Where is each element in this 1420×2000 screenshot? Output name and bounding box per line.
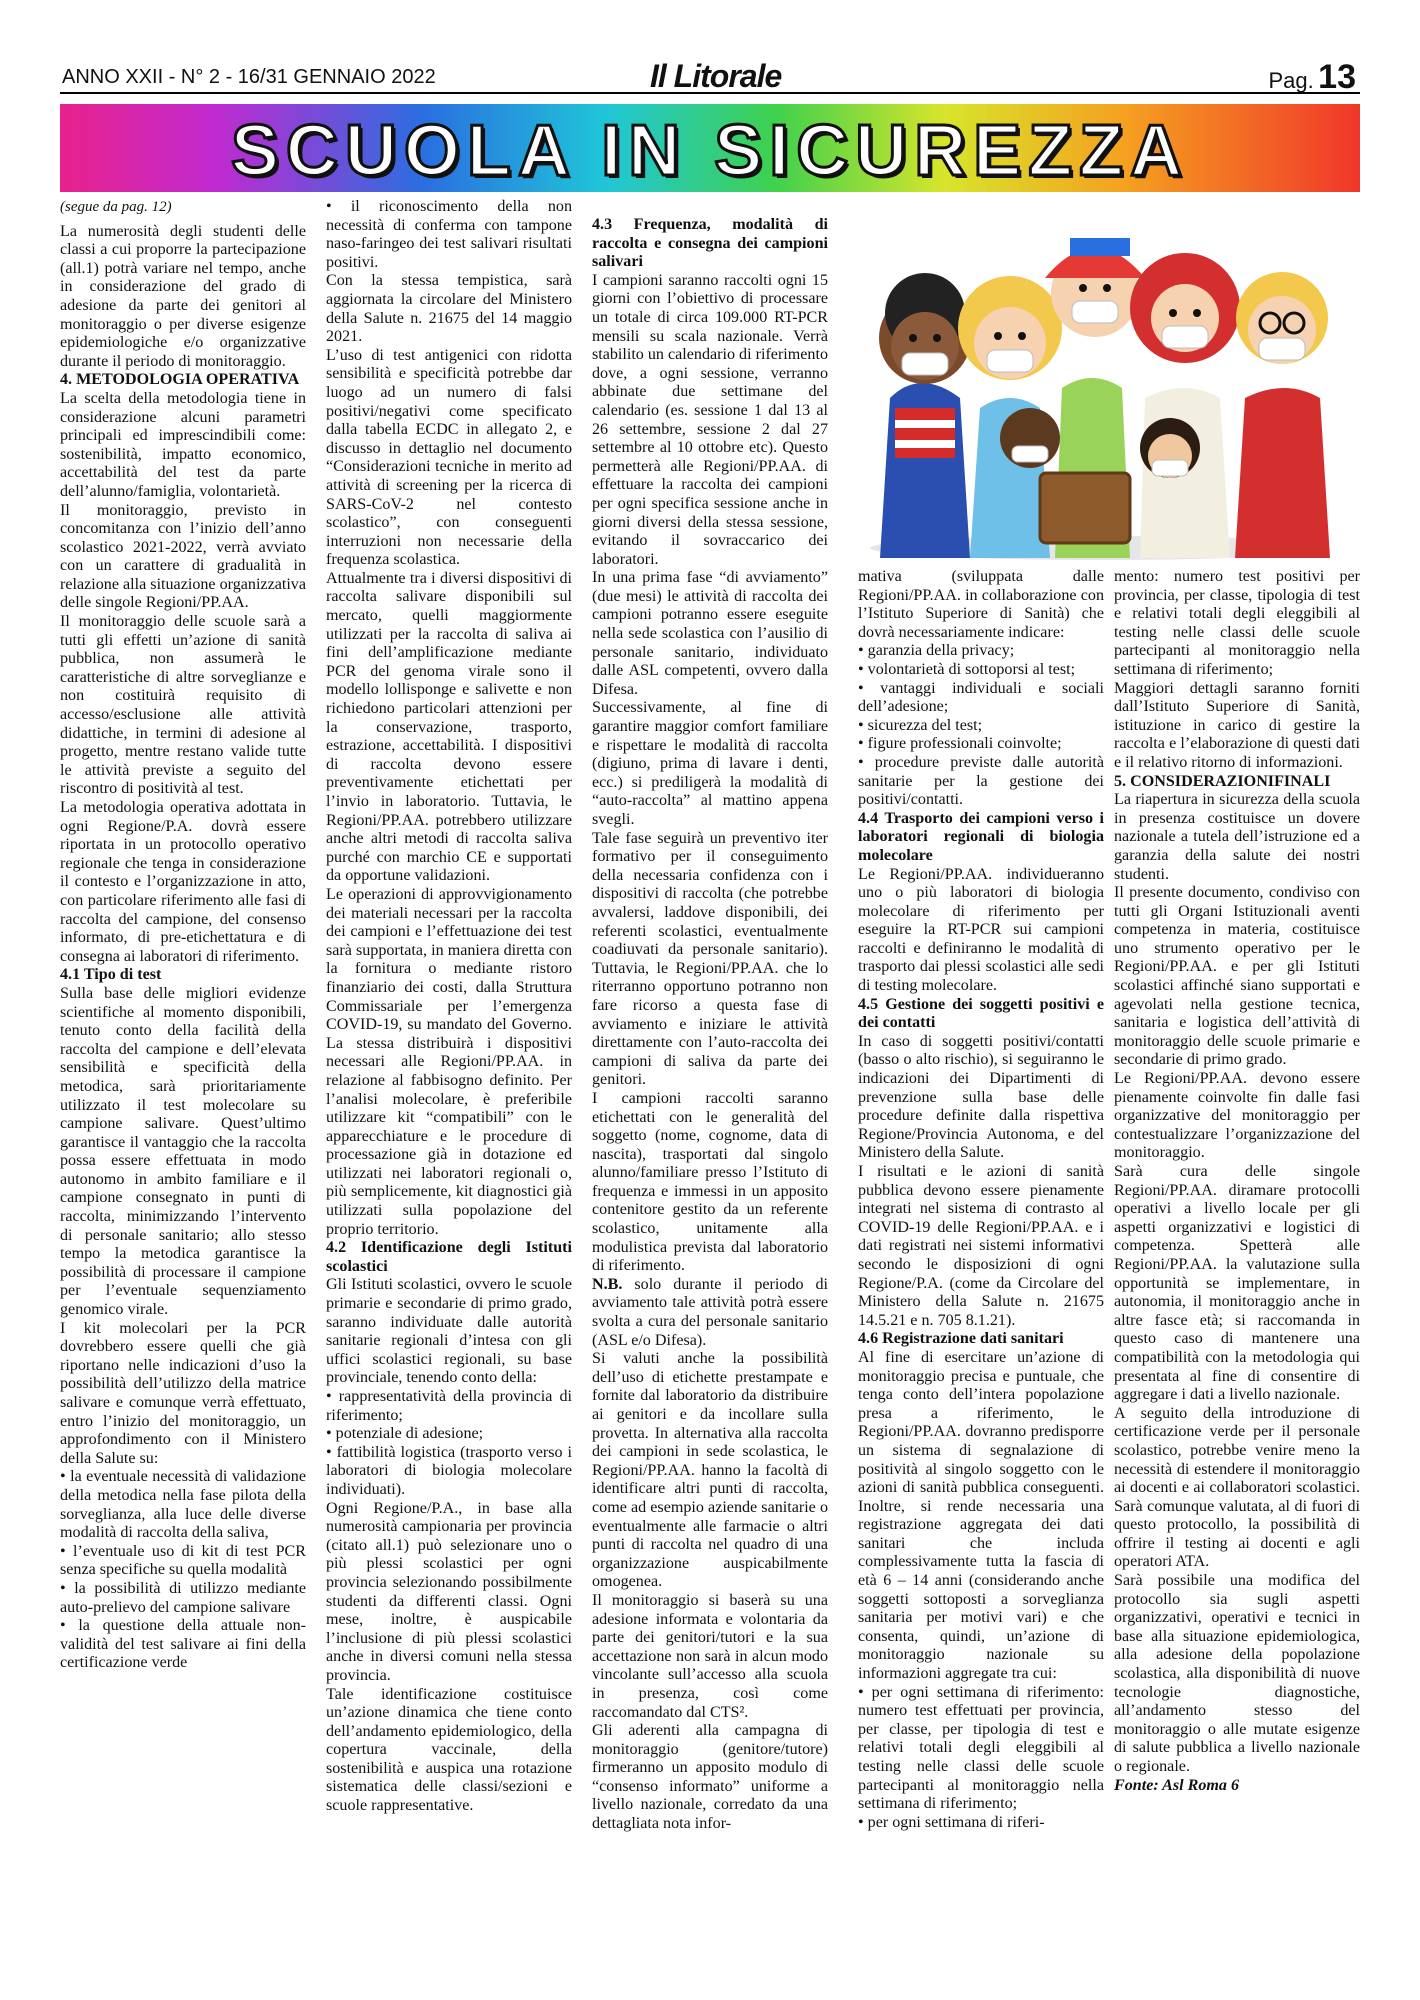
paragraph: La riapertura in sicurezza della scuola in presenza costituisce un dovere nazionale a tutela dell’istruzione ed a garanzia della salute dei nostri studenti. <box>1114 791 1360 883</box>
paragraph: Con la stessa tempistica, sarà aggiornata la circolare del Ministero della Salute n. 21675 del 14 maggio 2021. <box>326 272 572 346</box>
bullet-item: • potenziale di adesione; <box>326 1425 484 1443</box>
newspaper-masthead: Il Litorale <box>650 58 782 94</box>
section-banner <box>60 104 1360 192</box>
paragraph: In caso di soggetti positivi/contatti (basso o alto rischio), si seguiranno le indicazioni dei Dipartimenti di prevenzione sulla base delle procedure definite dalla rispettiva Regione/Provincia Autonoma, e del Ministero della Salute. <box>858 1032 1104 1162</box>
paragraph: mativa (sviluppata dalle Regioni/PP.AA. in collaborazione con l’Istituto Superiore di Sanità) che dovrà necessariamente indicare: <box>858 568 1104 641</box>
paragraph: I campioni saranno raccolti ogni 15 giorni con l’obiettivo di processare un totale di circa 109.000 RT-PCR mensili su scala nazionale. Verrà stabilito un calendario di riferimento dove, a ogni sessione, verranno abbinate due settimane del calendario (es. sessione 1 dal 13 al 26 settembre, sessione 2 dal 27 settembre al 10 ottobre etc). Questo permetterà alle Regioni/PP.AA. di effettuare la raccolta dei campioni per ogni specifica sessione anche in giorni diversi della stessa sessione, evitando il sovraccarico dei laboratori. <box>592 271 828 568</box>
section-heading: 5. CONSIDERAZIONIFINALI <box>1114 772 1331 790</box>
paragraph: Tale identificazione costituisce un’azione dinamica che tiene conto dell’andamento epidemiologico, della copertura vaccinale, della sostenibilità e auspica una rotazione sistematica delle classi/sezioni e scuole rappresentative. <box>326 1685 572 1815</box>
section-heading: 4.6 Registrazione dati sanitari <box>858 1330 1064 1348</box>
paragraph: Si valuti anche la possibilità dell’uso di etichette prestampate e fornite dal laboratorio da distribuire ai genitori e da incollare sulla provetta. In alternativa alla raccolta dei campioni in sede scolastica, le Regioni/PP.AA. hanno la facoltà di identificare altri punti di raccolta, come ad esempio aziende sanitarie o eventualmente alle farmacie o altri punti di raccolta nel quadro di una organizzazione auspicabilmente omogenea. <box>592 1350 828 1591</box>
section-heading: 4.4 Trasporto dei campioni verso i laboratori regionali di biologia molecolare <box>858 809 1104 864</box>
paragraph: Ogni Regione/P.A., in base alla numerosità campionaria per provincia (citato all.1) può selezionare uno o più plessi scolastici per ogni provincia selezionando possibilmente studenti da differenti classi. Ogni mese, inoltre, è auspicabile l’inclusione di più plessi scolastici anche in diversi comuni nella stessa provincia. <box>326 1499 572 1684</box>
bullet-item: • sicurezza del test; <box>858 716 983 734</box>
bullet-item: • per ogni settimana di riferi- <box>858 1813 1045 1831</box>
paragraph: Gli Istituti scolastici, ovvero le scuole primarie e secondarie di primo grado, saranno individuate dalle autorità sanitarie regionali d’intesa con gli uffici scolastici regionali, su base provinciale, tenendo conto della: <box>326 1276 572 1387</box>
paragraph: Il monitoraggio delle scuole sarà a tutti gli effetti un’azione di sanità pubblica, non assumerà le caratteristiche di altre sorveglianze e non costituirà requisito di accesso/esclusione alle attività didattiche, in termini di adesione al progetto, mentre restano valide tutte le attività previste a seguito del riscontro di positività al test. <box>60 613 306 798</box>
bullet-item: • il riconoscimento della non necessità di conferma con tampone naso-faringeo dei test salivari risultati positivi. <box>326 198 572 271</box>
bullet-item: • figure professionali coinvolte; <box>858 735 1062 753</box>
bullet-item: • fattibilità logistica (trasporto verso i laboratori di biologia molecolare individuati). <box>326 1443 572 1498</box>
bullet-item: • garanzia della privacy; <box>858 642 1015 660</box>
paragraph: Successivamente, al fine di garantire maggior comfort familiare e rispettare le modalità di raccolta (digiuno, prima di lavare i denti, ecc.) si prediligerà la modalità di “auto-raccolta” al mattino appena svegli. <box>592 699 828 828</box>
nb-text: solo durante il periodo di avviamento tale attività potrà essere svolta a cura del personale sanitario (ASL e/o Difesa). <box>592 1275 828 1349</box>
nb-label: N.B. <box>592 1275 623 1293</box>
article-column-2 <box>326 198 572 1816</box>
section-title: SCUOLA IN SICUREZZA <box>230 111 1190 191</box>
paragraph: Le operazioni di approvvigionamento dei materiali necessari per la raccolta dei campioni e l’effettuazione dei test sarà supportata, in maniera diretta con la fornitura o mediante ristoro finanziario dei costi, dalla Struttura Commissariale per l’emergenza COVID-19, su mandato del Governo. La stessa distribuirà i dispositivi necessari alle Regioni/PP.AA. in relazione al fabbisogno definito. Per l’analisi molecolare, è preferibile utilizzare kit “compatibili” con le apparecchiature e le procedure di processazione già in dotazione ed utilizzati nei laboratori regionali o, più semplicemente, kit diagnostici già utilizzati sulla popolazione del proprio territorio. <box>326 885 572 1238</box>
paragraph: Gli aderenti alla campagna di monitoraggio (genitore/tutore) firmeranno un apposito modulo di “consenso informato” uniforme a livello nazionale, corredato da una dettagliata nota infor- <box>592 1722 828 1833</box>
section-heading: 4. METODOLOGIA OPERATIVA <box>60 371 300 389</box>
paragraph: La scelta della metodologia tiene in considerazione alcuni parametri principali ed imprescindibili come: sostenibilità, impatto economico, accettabilità del test da parte dell’alunno/famiglia, volontarietà. <box>60 389 306 500</box>
page-number: 13 <box>1318 58 1356 96</box>
bullet-item: • procedure previste dalle autorità sanitarie per la gestione dei positivi/contatti. <box>858 753 1104 809</box>
paragraph: I risultati e le azioni di sanità pubblica devono essere pienamente integrati nel sistema di contrasto al COVID-19 delle Regioni/PP.AA. e i dati registrati nei sistemi informativi secondo le disposizioni di ogni Regione/P.A. (come da Circolare del Ministero della Salute n. 21675 14.5.21 e n. 705 8.1.21). <box>858 1163 1104 1329</box>
paragraph: Il monitoraggio, previsto in concomitanza con l’inizio dell’anno scolastico 2021-2022, verrà avviato con un carattere di gradualità in relazione alla situazione organizzativa delle singole Regioni/PP.AA. <box>60 501 306 612</box>
paragraph: Sarà possibile una modifica del protocollo sia sugli aspetti organizzativi, operativi e tecnici in base alla situazione epidemiologica, alla adesione della popolazione scolastica, alla disponibilità di nuove tecnologie diagnostiche, all’andamento stesso del monitoraggio o alle mutate esigenze di salute pubblica a livello nazionale o regionale. <box>1114 1572 1360 1775</box>
paragraph: Il monitoraggio si baserà su una adesione informata e volontaria da parte dei genitori/tutori e la sua accettazione non sarà in alcun modo vincolante sull’accesso alla scuola in presenza, così come raccomandato dal CTS². <box>592 1591 828 1721</box>
page-label: Pag. <box>1268 68 1314 93</box>
paragraph: Maggiori dettagli saranno forniti dall’Istituto Superiore di Sanità, istituzione in carico di gestire la raccolta e l’elaborazione di questi dati e il relativo ritorno di informazioni. <box>1114 679 1360 771</box>
paragraph: La metodologia operativa adottata in ogni Regione/P.A. dovrà essere riportata in un protocollo operativo regionale che tenga in considerazione il contesto e l’organizzazione in atto, con particolare riferimento alle fasi di raccolta del campione, del consenso informato, di pre-etichettatura e di consegna ai laboratori di riferimento. <box>60 799 306 965</box>
page-indicator <box>1268 58 1356 97</box>
bullet-item: • rappresentatività della provincia di riferimento; <box>326 1388 572 1424</box>
bullet-item: • l’eventuale uso di kit di test PCR senza specifiche su quella modalità <box>60 1542 306 1579</box>
paragraph: In una prima fase “di avviamento” (due mesi) le attività di raccolta dei campioni potranno essere eseguite nella sede scolastica con l’ausilio di personale sanitario, individuato dalle ASL competenti, ovvero dalla Difesa. <box>592 569 828 698</box>
bullet-item: • vantaggi individuali e sociali dell’adesione; <box>858 679 1104 716</box>
bullet-item: • la eventuale necessità di validazione della metodica nella fase pilota della sorveglianza, alla luce delle diverse modalità di raccolta della saliva, <box>60 1468 306 1542</box>
article-column-3 <box>592 216 828 1834</box>
section-heading: 4.1 Tipo di test <box>60 966 162 984</box>
article-column-4 <box>858 568 1104 1832</box>
page-header <box>60 58 1360 94</box>
paragraph: Al fine di esercitare un’azione di monitoraggio precisa e puntuale, che tenga conto dell’intera popolazione presa a riferimento, le Regioni/PP.AA. dovranno predisporre un sistema di segnalazione di positività al singolo soggetto con le azioni di sanità pubblica conseguenti. Inoltre, si rende necessaria una registrazione aggregata dei dati sanitari che includa complessivamente tutta la fascia di età 6 – 14 anni (considerando anche soggetti sottoposti a sorveglianza sanitaria per motivi vari) e che consenta, quindi, un’azione di monitoraggio nazionale su informazioni aggregate tra cui: <box>858 1348 1104 1683</box>
issue-info: ANNO XXII - N° 2 - 16/31 GENNAIO 2022 <box>62 66 436 88</box>
paragraph: Le Regioni/PP.AA. devono essere pienamente coinvolte fin dalle fasi organizzative del monitoraggio per contestualizzare l’organizzazione del monitoraggio. <box>1114 1070 1360 1162</box>
paragraph: I kit molecolari per la PCR dovrebbero essere quelli che già riportano nelle indicazioni d’uso la possibilità dell’utilizzo della matrice salivare e comunque verrà effettuato, entro l’inizio del monitoraggio, un approfondimento con il Ministero della Salute su: <box>60 1319 306 1467</box>
section-heading: 4.3 Frequenza, modalità di raccolta e consegna dei campioni salivari <box>592 216 828 271</box>
bullet-item: • la questione della attuale non-validità del test salivare ai fini della certificazione verde <box>60 1617 306 1672</box>
paragraph: L’uso di test antigenici con ridotta sensibilità e specificità potrebbe dar luogo ad un numero di falsi positivi/negativi come specificato dalla tabella ECDC in allegato 2, e discusso in dettaglio nel documento “Considerazioni tecniche in merito ad attività di screening per la ricerca di SARS-CoV-2 nel contesto scolastico”, con conseguenti interruzioni non necessarie della frequenza scolastica. <box>326 346 572 569</box>
paragraph: A seguito della introduzione di certificazione verde per il personale scolastico, potrebbe venire meno la necessità di estendere il monitoraggio ai docenti e ai collaboratori scolastici. Sarà comunque valutata, al di fuori di questo protocollo, la possibilità di offrire il testing ai docenti e agli operatori ATA. <box>1114 1404 1360 1571</box>
article-column-5 <box>1114 568 1360 1795</box>
paragraph: Sulla base delle migliori evidenze scientifiche al momento disponibili, tenuto conto della facilità della raccolta del campione e dell’elevata sensibilità e specificità della metodica, sarà prioritariamente utilizzato il test molecolare su campione salivare. Quest’ultimo garantisce il vantaggio che la raccolta possa essere effettuata in modo autonomo in ambito familiare e il campione consegnato in punti di raccolta, minimizzando l’intervento di personale sanitario; allo stesso tempo la metodica garantisce la possibilità di processare il campione per l’eventuale sequenziamento genomico virale. <box>60 984 306 1319</box>
bullet-item: • per ogni settimana di riferimento: numero test effettuati per provincia, per classe, per tipologia di test e relativi totali degli eleggibili al testing nelle classi delle scuole partecipanti al monitoraggio nella settimana di riferimento; <box>858 1683 1104 1813</box>
paragraph: I campioni raccolti saranno etichettati con le generalità del soggetto (nome, cognome, data di nascita), trasportati dal singolo alunno/familiare presso l’Istituto di frequenza e immessi in un apposito contenitore gestito da un referente scolastico, unitamente alla modulistica prevista dal laboratorio di riferimento. <box>592 1089 828 1275</box>
paragraph: La numerosità degli studenti delle classi a cui proporre la partecipazione (all.1) potrà variare nel tempo, anche in considerazione del grado di adesione da parte dei genitori al monitoraggio o per diverse esigenze epidemiologiche e/o organizzative durante il periodo di monitoraggio. <box>60 222 306 370</box>
paragraph: Tale fase seguirà un preventivo iter formativo per il conseguimento della necessaria confidenza con i dispositivi di raccolta (che potrebbe avvalersi, laddove disponibili, dei referenti scolastici, eventualmente coadiuvati da personale sanitario). Tuttavia, le Regioni/PP.AA. che lo riterranno opportuno potranno non fare ricorso a questa fase di avviamento e iniziare le attività direttamente con l’auto-raccolta dei campioni di saliva da parte dei genitori. <box>592 829 828 1089</box>
paragraph: mento: numero test positivi per provincia, per classe, tipologia di test e relativi totali degli eleggibili al testing nelle classi delle scuole partecipanti al monitoraggio nella settimana di riferimento; <box>1114 568 1360 678</box>
paragraph <box>592 1276 828 1350</box>
article-column-1 <box>60 198 306 1673</box>
section-heading: 4.5 Gestione dei soggetti positivi e dei contatti <box>858 995 1104 1032</box>
continued-note: (segue da pag. 12) <box>60 199 172 215</box>
children-masks-illustration <box>840 198 1360 563</box>
section-heading: 4.2 Identificazione degli Istituti scolastici <box>326 1239 572 1275</box>
paragraph: Il presente documento, condiviso con tutti gli Organi Istituzionali aventi competenza in materia, costituisce uno strumento operativo per le Regioni/PP.AA. e per gli Istituti scolastici affinché siano supportati e agevolati nella gestione tecnica, sanitaria e logistica dell’attività di monitoraggio delle scuole primarie e secondarie di primo grado. <box>1114 884 1360 1069</box>
paragraph: Sarà cura delle singole Regioni/PP.AA. diramare protocolli operativi a livello locale per gli aspetti organizzativi e logistici di competenza. Spetterà alle Regioni/PP.AA. la valutazione sulla opportunità se implementare, in autonomia, il monitoraggio anche in altre fasce età; si raccomanda in questo caso di mantenere una compatibilità con la metodologia qui presentata al fine di consentire di aggregare i dati a livello nazionale. <box>1114 1163 1360 1404</box>
paragraph: Attualmente tra i diversi dispositivi di raccolta salivare disponibili sul mercato, quelli maggiormente utilizzati per la raccolta di saliva ai fini dell’amplificazione mediante PCR del genoma virale sono il modello lollisponge e salivette e non richiedono particolari attenzioni per la conservazione, trasporto, estrazione, accettabilità. I dispositivi di raccolta devono essere preventivamente etichettati per l’invio in laboratorio. Tuttavia, le Regioni/PP.AA. potrebbero utilizzare anche altri metodi di raccolta saliva purché con marchio CE e supportati da opportune validazioni. <box>326 569 572 885</box>
bullet-item: • volontarietà di sottoporsi al test; <box>858 660 1076 678</box>
source-credit: Fonte: Asl Roma 6 <box>1114 1776 1240 1794</box>
paragraph: Le Regioni/PP.AA. individueranno uno o più laboratori di biologia molecolare di riferimento per eseguire la RT-PCR sui campioni raccolti e definiranno le modalità di trasporto dai plessi scolastici alle sedi di testing molecolare. <box>858 865 1104 995</box>
bullet-item: • la possibilità di utilizzo mediante auto-prelievo del campione salivare <box>60 1579 306 1616</box>
